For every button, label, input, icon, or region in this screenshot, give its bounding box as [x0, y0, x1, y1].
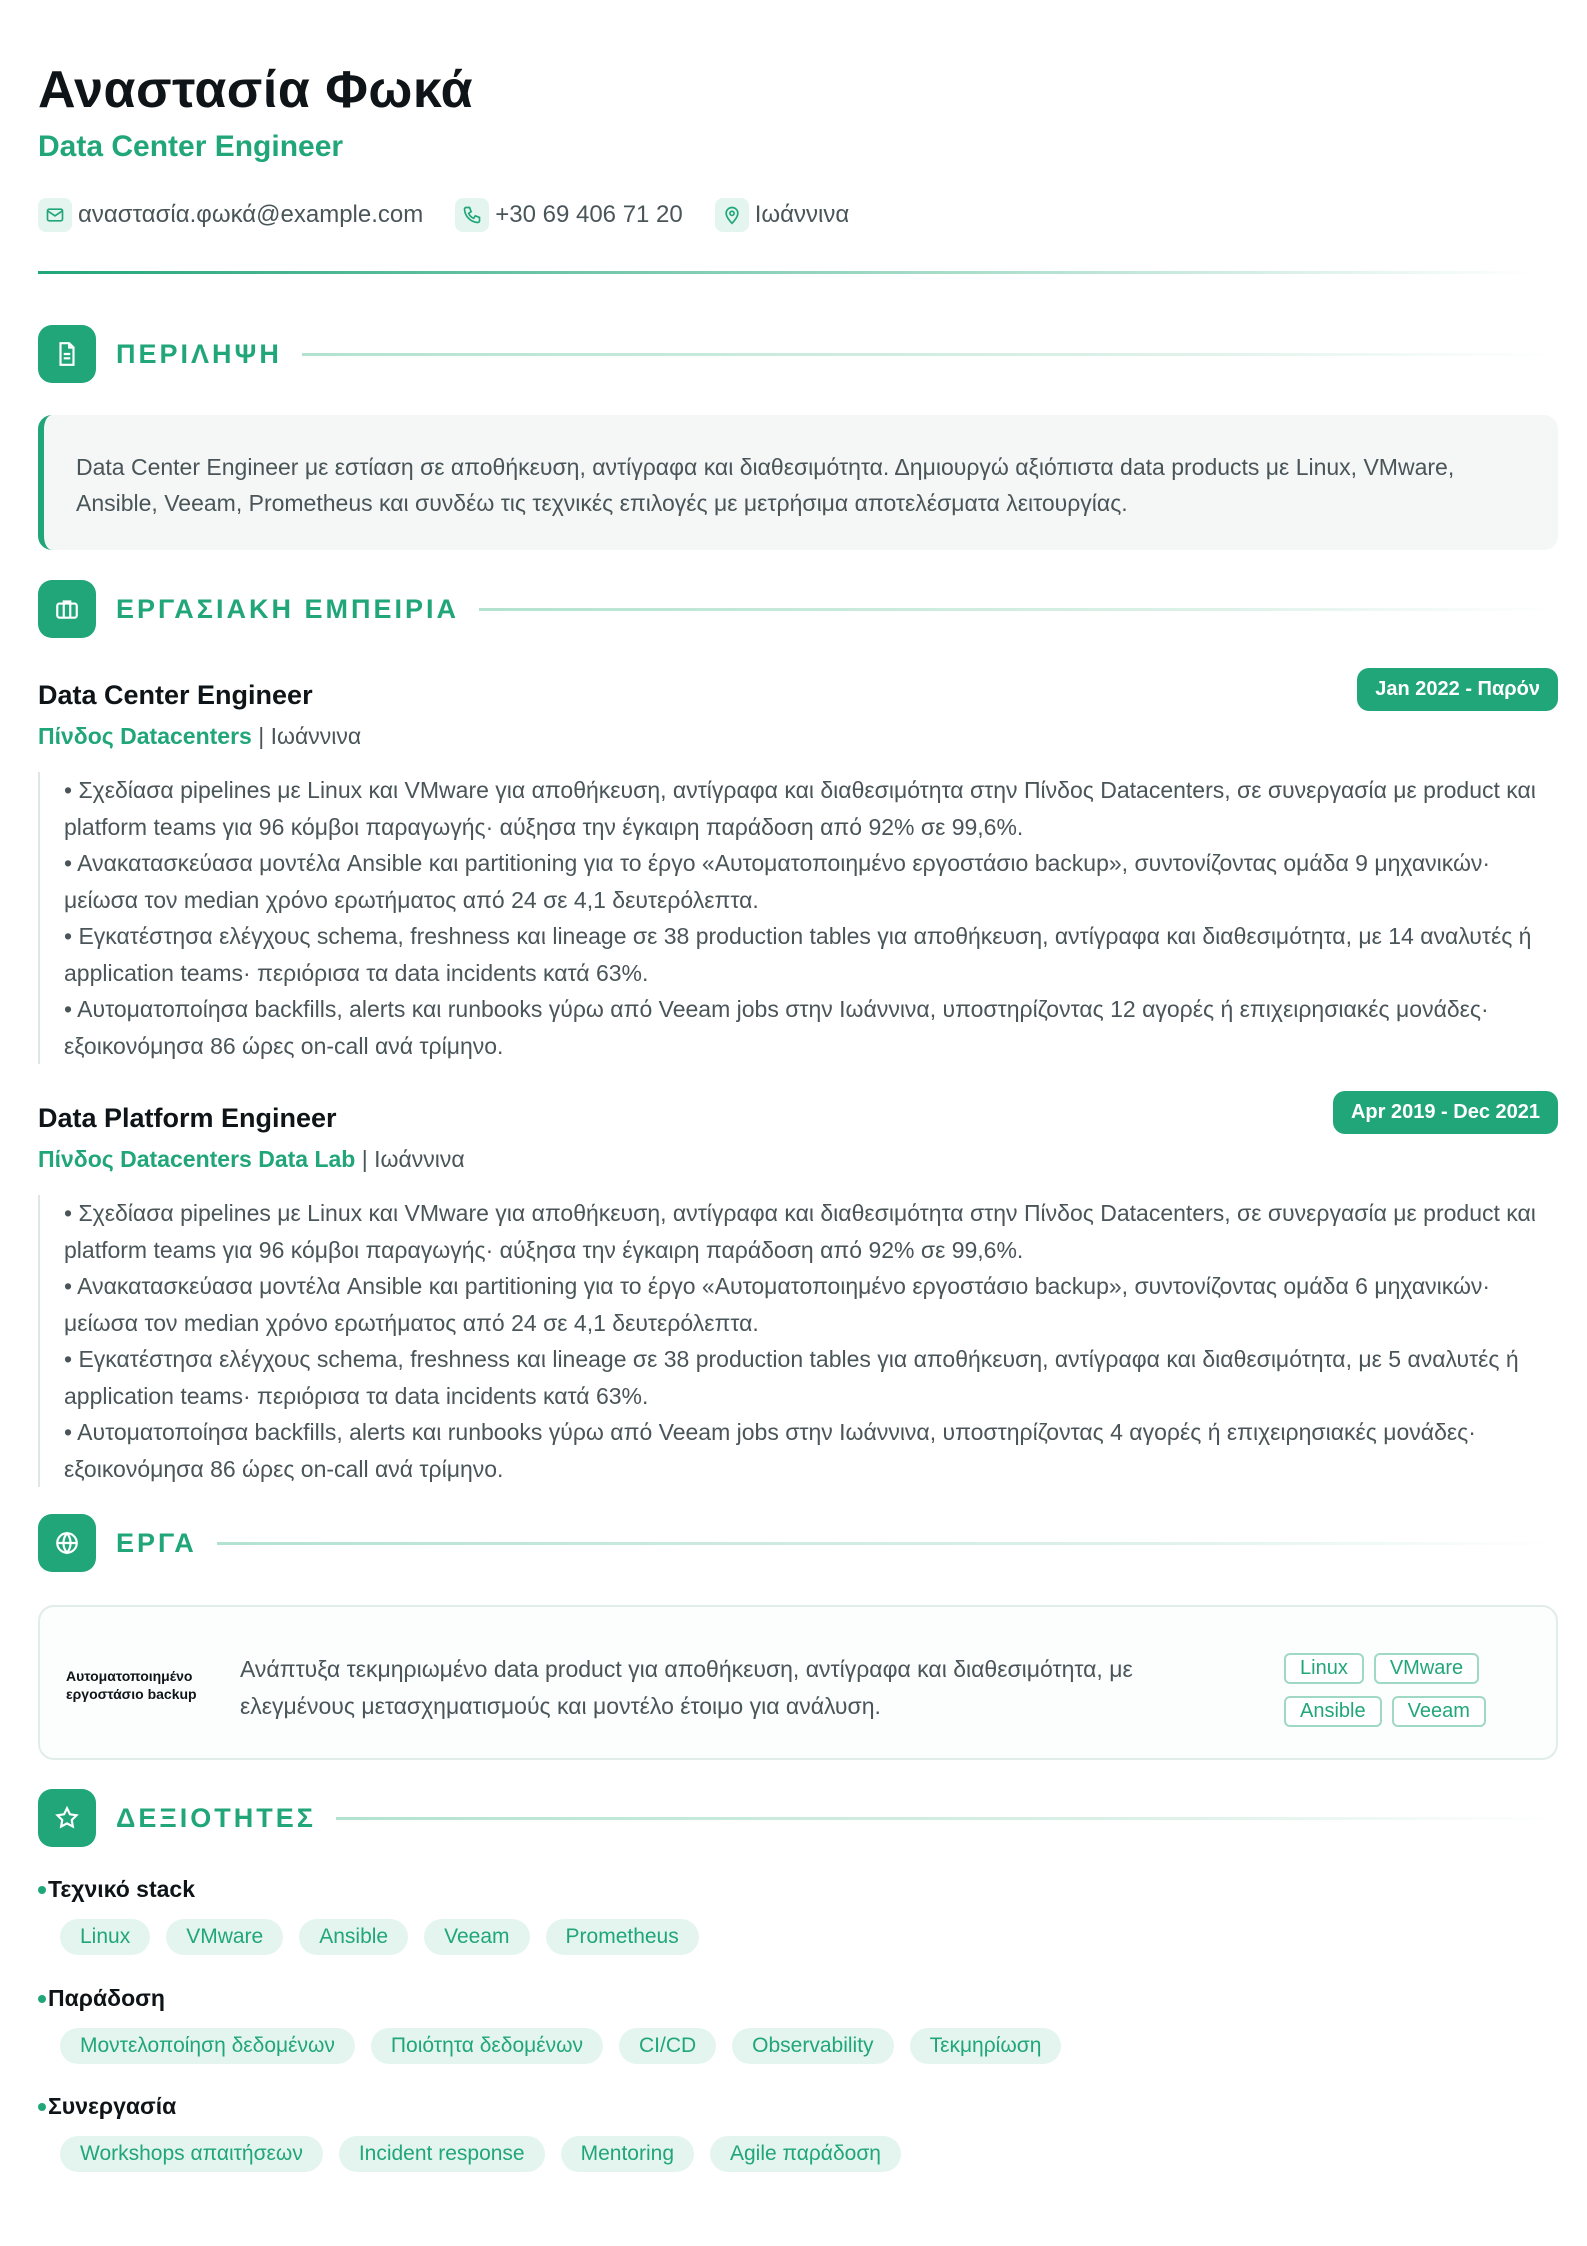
skill-chips: [60, 1919, 1558, 1955]
bullet-item: • Σχεδίασα pipelines με Linux και VMware για αποθήκευση, αντίγραφα και διαθεσιμότητα στην Πίνδος Datacenters, σε συνεργασία με product και platform teams για 96 κόμβοι παραγωγής· αύξησα την έγκαιρη παράδοση από 92% σε 99,6%.: [64, 1200, 1536, 1263]
skill-group-title: Τεχνικό stack: [48, 1876, 196, 1902]
section-divider: [217, 1542, 1558, 1545]
skill-chip: Prometheus: [546, 1919, 699, 1955]
contact-email[interactable]: [38, 198, 423, 232]
phone-icon: [455, 198, 489, 232]
job-org-line: [38, 1146, 1558, 1173]
job-org: Πίνδος Datacenters: [38, 723, 252, 749]
skill-chips: [60, 2028, 1558, 2064]
email-text: αναστασία.φωκά@example.com: [78, 201, 424, 228]
job-location: Ιωάννινα: [270, 723, 362, 749]
date-badge: Apr 2019 - Dec 2021: [1333, 1091, 1558, 1134]
section-title: ΔΕΞΙΟΤΗΤΕΣ: [116, 1802, 316, 1833]
globe-icon: [38, 1514, 96, 1572]
contact-phone[interactable]: [455, 198, 683, 232]
mail-icon: [38, 198, 72, 232]
job-location: Ιωάννινα: [374, 1146, 465, 1172]
section-divider: [302, 353, 1558, 356]
skill-chip: VMware: [166, 1919, 283, 1955]
skill-chip: Observability: [732, 2028, 893, 2064]
bullet-dot: [38, 2103, 46, 2111]
section-title: ΠΕΡΙΛΗΨΗ: [116, 338, 282, 369]
skill-chip: Agile παράδοση: [710, 2136, 901, 2172]
summary-box: Data Center Engineer με εστίαση σε αποθήκευση, αντίγραφα και διαθεσιμότητα. Δημιουργώ αξιόπιστα data products με Linux, VMware, Ansible, Veeam, Prometheus και συνδέω τις τεχνικές επιλογές με μετρήσιμα αποτελέσματα λειτουργίας.: [38, 415, 1558, 550]
skill-chip: Mentoring: [561, 2136, 694, 2172]
skill-chip: Τεκμηρίωση: [910, 2028, 1062, 2064]
candidate-name: Αναστασία Φωκά: [38, 61, 474, 119]
skill-group-label: [38, 2093, 1558, 2120]
phone-text: +30 69 406 71 20: [495, 201, 683, 228]
skill-chip: Ansible: [299, 1919, 408, 1955]
job-org: Πίνδος Datacenters Data Lab: [38, 1146, 356, 1172]
skill-chip: Ποιότητα δεδομένων: [371, 2028, 603, 2064]
project-description: Ανάπτυξα τεκμηριωμένο data product για αποθήκευση, αντίγραφα και διαθεσιμότητα, με ελεγμένους μετασχηματισμούς και μοντέλο έτοιμο για ανάλυση.: [240, 1656, 1133, 1719]
project-name: Αυτοματοποιημένο εργοστάσιο backup: [66, 1668, 197, 1702]
skill-chip: Incident response: [339, 2136, 545, 2172]
summary-section-header: [38, 324, 1558, 384]
job-entry: [38, 680, 1558, 1064]
job-org-line: [38, 723, 1558, 750]
contact-row: [38, 198, 849, 232]
document-icon: [38, 325, 96, 383]
skill-group-title: Συνεργασία: [48, 2093, 177, 2119]
job-title: Data Center Engineer: [38, 680, 313, 710]
bullet-item: • Ανακατασκεύασα μοντέλα Ansible και partitioning για το έργο «Αυτοματοποιημένο εργοστάσιο backup», συντονίζοντας ομάδα 9 μηχανικών· μείωσα τον median χρόνο ερωτήματος από 24 σε 4,1 δευτερόλεπτα.: [64, 850, 1491, 913]
skill-chip: Linux: [60, 1919, 150, 1955]
section-divider: [479, 608, 1558, 611]
skills-section-header: [38, 1788, 1558, 1848]
project-tags: [1284, 1653, 1524, 1727]
skill-group-label: [38, 1985, 1558, 2012]
skill-chip: Workshops απαιτήσεων: [60, 2136, 323, 2172]
skill-group: [38, 1876, 1558, 1955]
bullet-item: • Εγκατέστησα ελέγχους schema, freshness και lineage σε 38 production tables για αποθήκευση, αντίγραφα και διαθεσιμότητα, με 14 αναλυτές ή application teams· περιόρισα τα data incidents κατά 63%.: [64, 923, 1532, 986]
org-separator: |: [361, 1146, 375, 1172]
skill-chips: [60, 2136, 1558, 2172]
contact-location: [715, 198, 850, 232]
section-divider: [336, 1817, 1558, 1820]
skill-chip: Veeam: [424, 1919, 529, 1955]
project-card: [38, 1605, 1558, 1760]
bullet-item: • Σχεδίασα pipelines με Linux και VMware για αποθήκευση, αντίγραφα και διαθεσιμότητα στην Πίνδος Datacenters, σε συνεργασία με product και platform teams για 96 κόμβοι παραγωγής· αύξησα την έγκαιρη παράδοση από 92% σε 99,6%.: [64, 777, 1536, 840]
bullet-dot: [38, 1995, 46, 2003]
bullet-item: • Ανακατασκεύασα μοντέλα Ansible και partitioning για το έργο «Αυτοματοποιημένο εργοστάσιο backup», συντονίζοντας ομάδα 6 μηχανικών· μείωσα τον median χρόνο ερωτήματος από 24 σε 4,1 δευτερόλεπτα.: [64, 1273, 1491, 1336]
date-badge: Jan 2022 - Παρόν: [1357, 668, 1558, 711]
skill-group-title: Παράδοση: [48, 1985, 165, 2011]
section-title: ΕΡΓΑ: [116, 1527, 197, 1558]
skill-chip: Μοντελοποίηση δεδομένων: [60, 2028, 355, 2064]
section-title: ΕΡΓΑΣΙΑΚΗ ΕΜΠΕΙΡΙΑ: [116, 593, 460, 624]
project-tag: Linux: [1284, 1653, 1364, 1684]
project-tag: Ansible: [1284, 1696, 1382, 1727]
header-divider: [38, 271, 1538, 274]
org-separator: |: [258, 723, 271, 749]
job-entry: [38, 1103, 1558, 1487]
project-tag: Veeam: [1392, 1696, 1486, 1727]
job-title: Data Platform Engineer: [38, 1103, 337, 1133]
skill-group-label: [38, 1876, 1558, 1903]
briefcase-icon: [38, 580, 96, 638]
bullet-dot: [38, 1886, 46, 1894]
bullet-item: • Εγκατέστησα ελέγχους schema, freshness και lineage σε 38 production tables για αποθήκευση, αντίγραφα και διαθεσιμότητα, με 5 αναλυτές ή application teams· περιόρισα τα data incidents κατά 63%.: [64, 1346, 1519, 1409]
star-icon: [38, 1789, 96, 1847]
skill-group: [38, 1985, 1558, 2064]
skill-group: [38, 2093, 1558, 2172]
candidate-title: Data Center Engineer: [38, 130, 344, 163]
job-bullets: [38, 1195, 1558, 1487]
location-text: Ιωάννινα: [754, 201, 850, 228]
projects-section-header: [38, 1513, 1558, 1573]
bullet-item: • Αυτοματοποίησα backfills, alerts και runbooks γύρω από Veeam jobs στην Ιωάννινα, υποστηρίζοντας 12 αγορές ή επιχειρησιακές μονάδες· εξοικονόμησα 86 ώρες on-call ανά τρίμηνο.: [64, 996, 1489, 1059]
job-bullets: [38, 772, 1558, 1064]
location-pin-icon: [715, 198, 749, 232]
experience-section-header: [38, 579, 1558, 639]
project-tag: VMware: [1374, 1653, 1479, 1684]
bullet-item: • Αυτοματοποίησα backfills, alerts και runbooks γύρω από Veeam jobs στην Ιωάννινα, υποστηρίζοντας 4 αγορές ή επιχειρησιακές μονάδες· εξοικονόμησα 86 ώρες on-call ανά τρίμηνο.: [64, 1419, 1476, 1482]
skill-chip: CI/CD: [619, 2028, 716, 2064]
